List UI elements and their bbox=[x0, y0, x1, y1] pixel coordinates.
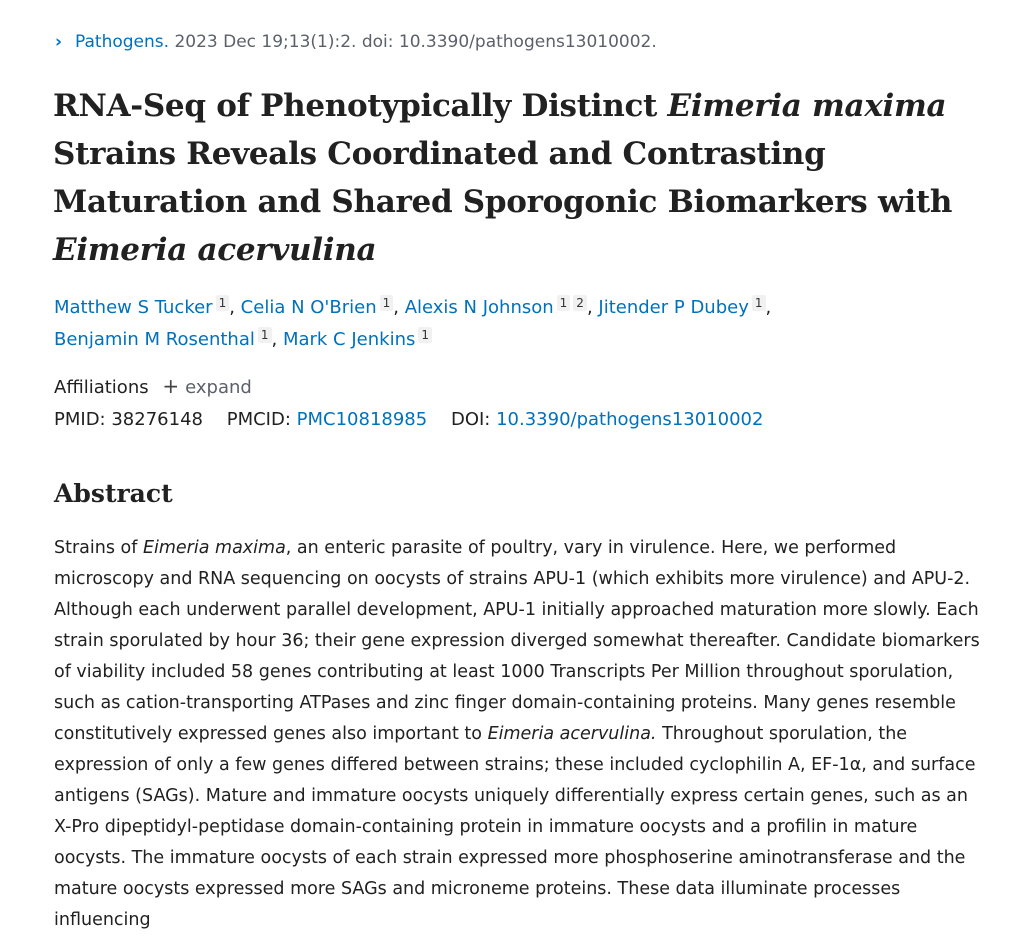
abstract-segment: , an enteric parasite of poultry, vary in virulence. Here, we performed microscopy and RNA sequencing on oocysts of strains APU-1 (which exhibits more virulence) and APU-2. Although each underwent parallel development, APU-1 initially approached maturation more slowly. Each strain sporulated by hour 36; their gene expression diverged somewhat thereafter. Candidate biomarkers of viability included 58 genes contributing at least 1000 Transcripts Per Million throughout sporulation, such as cation-transporting ATPases and zinc finger domain-containing proteins. Many genes resemble constitutively expressed genes also important to bbox=[54, 538, 980, 744]
pmid-value: 38276148 bbox=[111, 409, 203, 430]
doi-label: DOI: bbox=[450, 409, 491, 430]
affiliation-number[interactable]: 1 bbox=[752, 295, 766, 311]
author-link[interactable]: Matthew S Tucker bbox=[54, 297, 213, 318]
affiliation-number[interactable]: 2 bbox=[573, 295, 587, 311]
author-link[interactable]: Mark C Jenkins bbox=[282, 329, 416, 350]
affiliations-row bbox=[54, 374, 252, 398]
pmcid-link[interactable]: PMC10818985 bbox=[296, 409, 428, 430]
title-part-1: RNA-Seq of Phenotypically Distinct bbox=[53, 88, 668, 124]
affiliation-number[interactable]: 1 bbox=[216, 295, 230, 311]
abstract-italic: Eimeria maxima bbox=[142, 538, 286, 558]
affiliations-label: Affiliations bbox=[54, 377, 149, 398]
journal-link[interactable]: Pathogens. bbox=[75, 32, 170, 52]
author-link[interactable]: Jitender P Dubey bbox=[598, 297, 749, 318]
abstract-italic: Eimeria acervulina. bbox=[487, 724, 657, 744]
identifiers-row bbox=[54, 409, 763, 430]
abstract-segment: Throughout sporulation, the expression of only a few genes differed between strains; these included cyclophilin A, EF-1α, and surface antigens (SAGs). Mature and immature oocysts uniquely differentially express certain genes, such as an X-Pro dipeptidyl-peptidase domain-containing protein in immature oocysts and a profilin in mature oocysts. The immature oocysts of each strain expressed more phosphoserine aminotransferase and the mature oocysts expressed more SAGs and microneme proteins. These data illuminate processes influencing bbox=[54, 724, 976, 930]
author-list: Matthew S Tucker 1 , Celia N O'Brien 1 , Alexis N Johnson 1 2 , Jitender P Dubey 1 , Benjamin M Rosenthal 1 , Mark C Jenkins 1 bbox=[54, 296, 772, 350]
pmcid-label: PMCID: bbox=[226, 409, 291, 430]
author-link[interactable]: Benjamin M Rosenthal bbox=[54, 329, 255, 350]
doi-link[interactable]: 10.3390/pathogens13010002 bbox=[496, 409, 764, 430]
citation-details: 2023 Dec 19;13(1):2. doi: 10.3390/pathogens13010002. bbox=[174, 32, 657, 52]
expand-label: expand bbox=[185, 377, 252, 398]
affiliations-expand-button[interactable] bbox=[162, 374, 252, 398]
affiliation-number[interactable]: 1 bbox=[418, 327, 432, 343]
abstract-segment: Strains of bbox=[54, 538, 143, 558]
affiliation-number[interactable]: 1 bbox=[380, 295, 394, 311]
affiliation-number[interactable]: 1 bbox=[258, 327, 272, 343]
affiliation-number[interactable]: 1 bbox=[557, 295, 571, 311]
article-title bbox=[53, 82, 983, 274]
author-link[interactable]: Alexis N Johnson bbox=[404, 297, 554, 318]
citation-line bbox=[55, 32, 657, 52]
title-italic-2: Eimeria acervulina bbox=[53, 232, 377, 268]
pmid-label: PMID: bbox=[54, 409, 106, 430]
abstract-text bbox=[54, 533, 984, 936]
abstract-heading: Abstract bbox=[54, 479, 173, 508]
author-link[interactable]: Celia N O'Brien bbox=[240, 297, 377, 318]
chevron-right-icon[interactable]: › bbox=[55, 32, 63, 52]
plus-icon: + bbox=[162, 374, 180, 398]
title-italic-1: Eimeria maxima bbox=[667, 88, 947, 124]
title-part-2: Strains Reveals Coordinated and Contrasting Maturation and Shared Sporogonic Biomarkers with bbox=[53, 136, 953, 220]
